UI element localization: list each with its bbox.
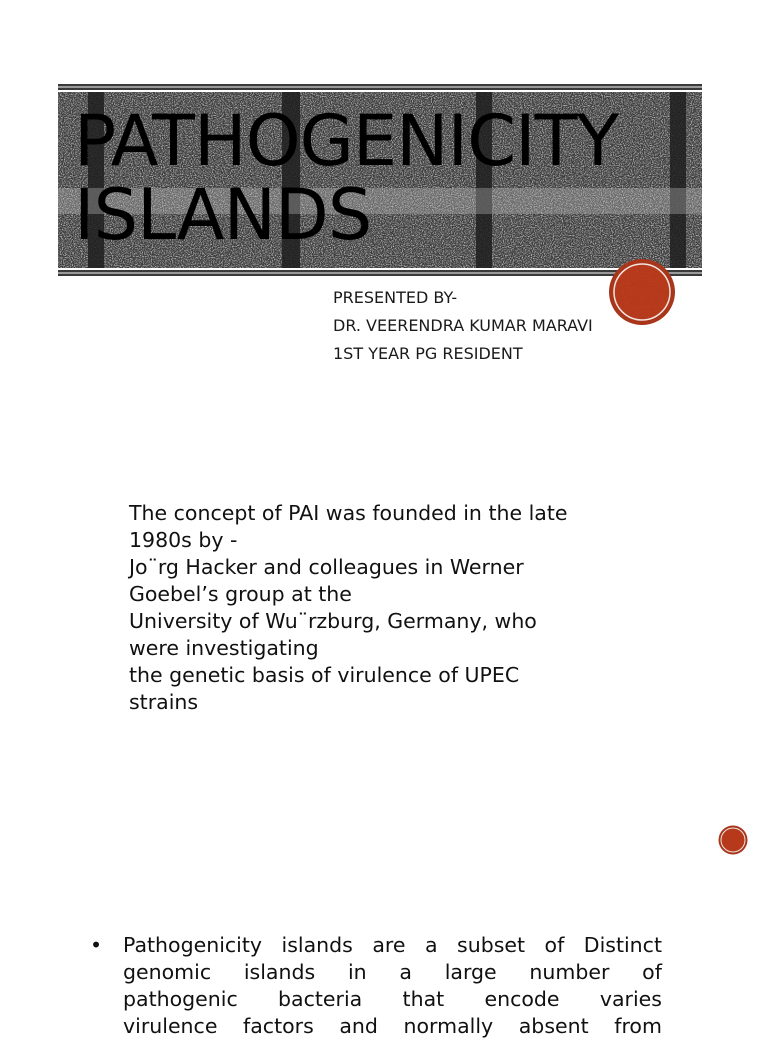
bullet-word: subset [457,933,526,957]
bullet-line [123,986,662,1013]
bullet-word: are [372,933,406,957]
title-line-1: PATHOGENICITY [74,100,619,182]
bullet-text [123,932,662,1040]
bullet-word: virulence [123,1014,218,1038]
bullet-line [123,932,662,959]
presenter-name: DR. VEERENDRA KUMAR MARAVI [333,316,593,335]
concept-slide [0,460,768,880]
bullet-slide [0,880,768,1038]
bullet-word: from [614,1014,662,1038]
decorative-circle-large [608,258,676,326]
slide-title [74,100,714,256]
bullet-word: varies [599,987,662,1011]
bullet-word: and [339,1014,378,1038]
bullet-word: islands [243,960,316,984]
bullet-word: that [402,987,445,1011]
bullet-word: genomic [123,960,212,984]
concept-line: were investigating [129,636,319,660]
bullet-line [123,959,662,986]
bullet-word: factors [243,1014,314,1038]
bullet-line [123,1013,662,1040]
concept-line: strains [129,690,199,714]
concept-line: University of Wu¨rzburg, Germany, who [129,609,537,633]
presenter-role: 1ST YEAR PG RESIDENT [333,344,523,363]
bullet-word: in [347,960,367,984]
concept-line: Jo¨rg Hacker and colleagues in Werner [129,555,524,579]
banner-bottom-rule [58,270,702,276]
bullet-word: Pathogenicity [123,933,263,957]
bullet-word: of [642,960,662,984]
bullet-word: large [444,960,497,984]
bullet-word: bacteria [278,987,363,1011]
concept-line: 1980s by - [129,528,238,552]
decorative-circle-small [718,825,748,855]
bullet-word: number [529,960,610,984]
concept-paragraph [129,500,629,716]
banner-top-rule [58,84,702,90]
concept-line: The concept of PAI was founded in the late [129,501,568,525]
presenter-label: PRESENTED BY- [333,288,458,307]
bullet-word: of [544,933,565,957]
title-line-2: ISLANDS [74,174,372,256]
bullet-word: islands [281,933,353,957]
bullet-word: pathogenic [123,987,238,1011]
bullet-dot: • [90,933,103,957]
title-slide [0,0,768,460]
bullet-word: Distinct [583,933,662,957]
presenter-info [333,284,593,368]
bullet-word: a [424,933,438,957]
bullet-word: absent [518,1014,589,1038]
concept-line: Goebel’s group at the [129,582,352,606]
concept-line: the genetic basis of virulence of UPEC [129,663,520,687]
bullet-word: a [399,960,412,984]
bullet-word: encode [484,987,560,1011]
bullet-word: normally [403,1014,494,1038]
